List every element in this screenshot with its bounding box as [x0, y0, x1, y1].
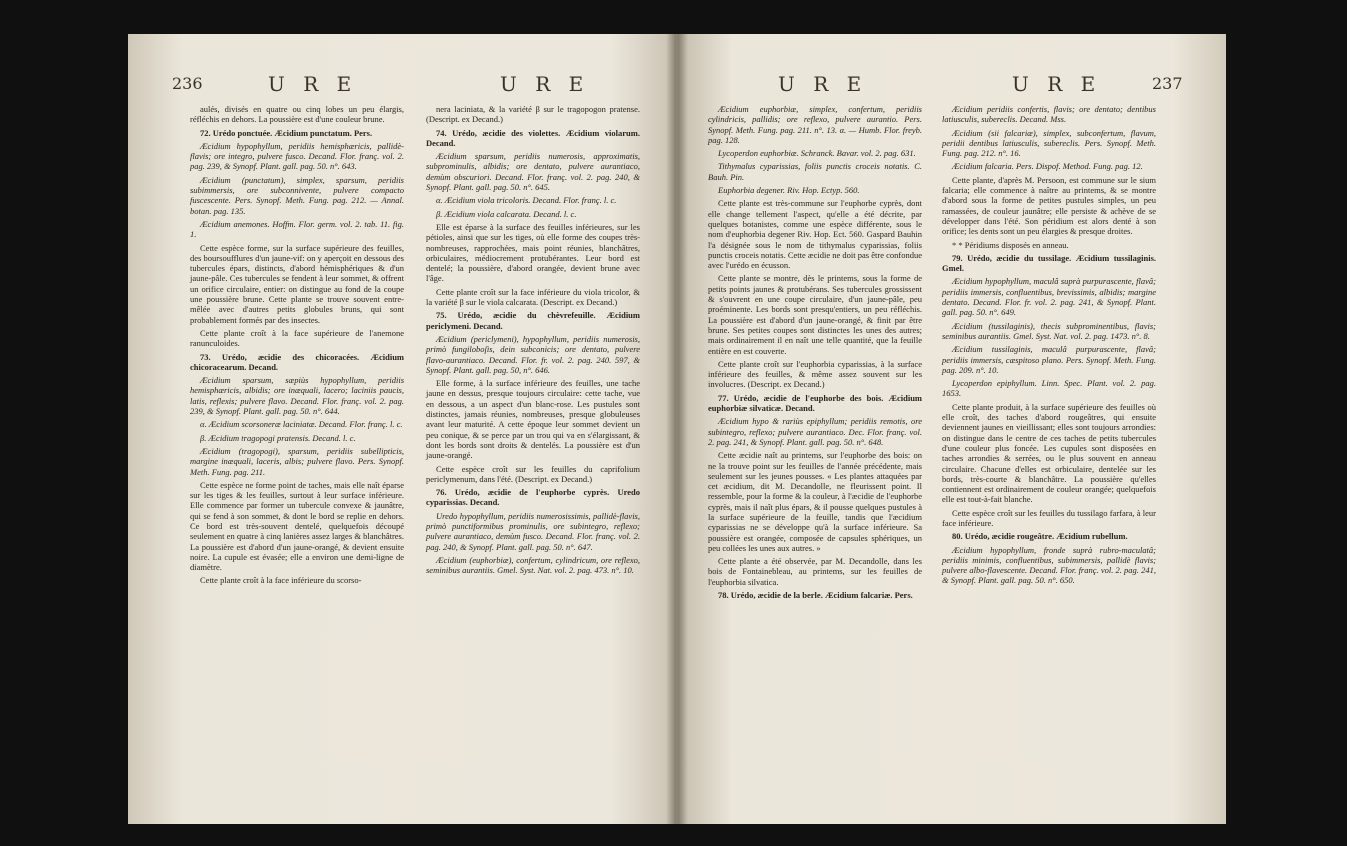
book-gutter [666, 34, 688, 824]
paragraph: 77. Urédo, æcidie de l'euphorbe des bois. Æcidium euphorbiæ silvaticæ. Decand. [708, 392, 922, 414]
paragraph: Euphorbia degener. Riv. Hop. Ectyp. 560. [718, 185, 860, 196]
paragraph: Æcidium tussilaginis, maculâ purpurascente, flavâ; peridiis immersis, cæspitoso plano. Pers. Synopf. Meth. Fung. pag. 209. n°. 10. [942, 344, 1156, 375]
running-head: U R E [500, 72, 590, 96]
paragraph: Cette plante croît à la face supérieure de l'anemone ranunculoides. [190, 327, 404, 349]
text-column-right [426, 104, 640, 578]
paragraph: Æcidium sparsum, peridiis numerosis, approximatis, subprominulis, albidis; ore dentato, pulvere aurantiaco, demùm obscuriori. Decand. Flor. franç. vol. 2. pag. 240, & Synopf. Plant. gall. pag. 50. n°. 645. [426, 151, 640, 193]
paragraph: 72. Urédo ponctuée. Æcidium punctatum. Pers. [200, 127, 373, 138]
paragraph: Cette espèce ne forme point de taches, mais elle naît éparse sur les tiges & les feuilles, surtout à leur surface inférieure. Elle commence par former un tubercule convexe & jaunâtre, qui se fend à son sommet, & dont le bord se replie en dehors. Ce bord est très-souvent dentelé, quelquefois découpé seulement en quatre à cinq lanières assez larges & blanchâtres. La poussière est d'abord d'un jaune-orangé, & devient ensuite noire. La cupule est évasée; elle a environ une demi-ligne de diamètre. [190, 479, 404, 573]
page-number: 236 [172, 74, 203, 93]
paragraph: Cette espèce croît sur les feuilles du tussilago farfara, à leur face inférieure. [942, 507, 1156, 528]
right-page [678, 34, 1226, 824]
paragraph: 78. Urédo, æcidie de la berle. Æcidium falcariæ. Pers. [718, 590, 913, 601]
paragraph: Cette plante se montre, dès le printems, sous la forme de petits points jaunes & protubérans. Ses tubercules grossissent & s'ouvrent en une coupe circulaire, d'un jaune-pâle, peu proéminente. Les bords sont presqu'entiers, un peu réfléchis. La poussière est d'abord d'un jaune-orangé, & finit par être brune. Ses petites coupes sont distinctes les unes des autres; mais ordinairement il en naît une telle quantité, que la feuille entière en est couverte. [708, 273, 922, 356]
paragraph: * * Péridiums disposés en anneau. [952, 239, 1069, 250]
page-number: 237 [1152, 74, 1183, 93]
paragraph: Æcidium (tragopogi), sparsum, peridiis subellipticis, margine inæquali, laceris, albis; pulvere flavo. Pers. Synopf. Meth. Fung. pag. 211. [190, 445, 404, 477]
paragraph: Lycoperdon euphorbiæ. Schranck. Bavar. vol. 2. pag. 631. [718, 148, 916, 159]
paragraph: Lycoperdon epiphyllum. Linn. Spec. Plant. vol. 2. pag. 1653. [942, 378, 1156, 399]
running-head: U R E [1012, 72, 1102, 96]
text-column-right [942, 104, 1156, 589]
paragraph: Cette plante croît à la face inférieure du scorso- [200, 575, 362, 586]
paragraph: Cette plante croît sur l'euphorbia cyparissias, à la surface inférieure des feuilles, & même assez souvent sur les involucres. (Descript. ex Decand.) [708, 358, 922, 390]
paragraph: 73. Urédo, æcidie des chicoracées. Æcidium chicoracearum. Decand. [190, 351, 404, 372]
paragraph: Æcidium peridiis confertis, flavis; ore dentato; dentibus latiusculis, subereclis. Decand. Mss. [942, 104, 1156, 125]
paragraph: Æcidium (sii falcariæ), simplex, subconfertum, flavum, peridii dentibus latiusculis, subereclis. Pers. Synopf. Meth. Fung. pag. 212. n°. 16. [942, 127, 1156, 159]
text-column-left [190, 104, 404, 589]
paragraph: Elle forme, à la surface inférieure des feuilles, une tache jaune en dessus, presque toujours circulaire: cette tache, vue en dessous, a un aspect d'un blanc-rose. Les pustules sont distinctes, jamais réunies, nombreuses, presque globuleuses avant leur maturité. A cette époque leur sommet devient un peu conique, & se perce par un trou qui va en s'élargissant, & dont les bords sont droits & dentelés. La poussière est d'un jaune-orangé. [426, 378, 640, 461]
paragraph: aulés, divisés en quatre ou cinq lobes un peu élargis, réfléchis en dehors. La poussière est d'une couleur brune. [190, 104, 404, 125]
paragraph: 79. Urédo, æcidie du tussilage. Æcidium tussilaginis. Gmel. [942, 252, 1156, 274]
paragraph: α. Æcidium scorsoneræ laciniatæ. Decand. Flor. franç. l. c. [200, 419, 403, 430]
paragraph: β. Æcidium tragopogi pratensis. Decand. l. c. [200, 432, 356, 443]
paragraph: 80. Urédo, æcidie rougeâtre. Æcidium rubellum. [952, 531, 1128, 542]
paragraph: Cette espèce croît sur les feuilles du caprifolium periclymenum, dans l'été. (Descript. ex Decand.) [426, 463, 640, 484]
paragraph: Æcidium (punctatum), simplex, sparsum, peridiis subimmersis, ore subconnivente, pulvere compacto fuscescente. Pers. Synopf. Meth. Fung. pag. 212. — Annal. botan. pag. 135. [190, 174, 404, 216]
paragraph: Tithymalus cyparissias, foliis punctis croceis notatis. C. Bauh. Pin. [708, 161, 922, 182]
paragraph: 75. Urédo, æcidie du chèvrefeuille. Æcidium periclymeni. Decand. [426, 310, 640, 331]
paragraph: Æcidium anemones. Hoffm. Flor. germ. vol. 2. tab. 11. fig. 1. [190, 218, 404, 240]
paragraph: Æcidium hypophyllum, maculâ suprà purpurascente, flavâ; peridiis immersis, confluentibus, brevissimis, albidis; margine dentato. Decand. Flor. fr. vol. 2. pag. 241, & Synopf. Plant. gall. pag. 50. n°. 649. [942, 276, 1156, 318]
paragraph: Æcidium sparsum, sæpiùs hypophyllum, peridiis hemisphæricis, albidis; ore inæquali, lacero; laciniis paucis, latis, reflexis; pulvere flavo. Decand. Flor. franç. vol. 2. pag. 239, & Synopf. Plant. gall. pag. 50. n°. 644. [190, 375, 404, 417]
paragraph: Cette plante, d'après M. Persoon, est commune sur le sium falcaria; elle commence à naître au printems, & se montre d'abord sous la forme de petites pustules simples, un peu ramassées, de couleur jaunâtre; elle persiste & achève de se développer dans l'été. Son péridium est alors denté à son orifice; les dents sont un peu élargies & presque droites. [942, 174, 1156, 237]
paragraph: nera laciniata, & la variété β sur le tragopogon pratense. (Descript. ex Decand.) [426, 104, 640, 125]
paragraph: Æcidium (euphorbiæ), confertum, cylindricum, ore reflexo, seminibus aurantiis. Gmel. Syst. Nat. vol. 2. pag. 473. n°. 10. [426, 554, 640, 576]
paragraph: Æcidium (periclymeni), hypophyllum, peridiis numerosis, primò fungiloboſis, dein subconicis; ore dentato, pulvere flavo-aurantiaco. Decand. Flor. fr. vol. 2. pag. 240. 597, & Synopf. Plant. gall. pag. 50, n°. 646. [426, 333, 640, 375]
paragraph: Æcidium hypophyllum, fronde suprà rubro-maculatâ; peridiis minimis, confluentibus, subimmersis, pallidè flavis; pulvere albo-flavescente. Decand. Flor. franç. vol. 2. pag. 241, & Synopf. Plant. gall. pag. 50. n°. 650. [942, 544, 1156, 586]
paragraph: Uredo hypophyllum, peridiis numerosissimis, pallidè-flavis, primò punctiformibus prominulis, ore subintegro, reflexo; pulvere aurantiaco, demùm fusco. Decand. Flor. franç. vol. 2. pag. 240, & Synopf. Plant. gall. pag. 50. n°. 647. [426, 510, 640, 552]
paragraph: β. Æcidium viola calcarata. Decand. l. c. [436, 208, 577, 219]
book-spread [128, 34, 1226, 824]
paragraph: Cette plante a été observée, par M. Decandolle, dans les bois de Fontainebleau, au printems, sur les feuilles de l'euphorbia silvatica. [708, 556, 922, 587]
paragraph: Elle est éparse à la surface des feuilles inférieures, sur les pétioles, ainsi que sur les tiges, où elle forme des coupes très-nombreuses, rapprochées, mais point réunies, blanchâtres, orbiculaires, médiocrement protubérantes. Leur bord est dentelé; la poussière, d'abord orangée, devient brune avec l'âge. [426, 221, 640, 284]
paragraph: 74. Urédo, æcidie des violettes. Æcidium violarum. Decand. [426, 127, 640, 148]
paragraph: α. Æcidium viola tricoloris. Decand. Flor. franç. l. c. [436, 195, 617, 206]
paragraph: Cette plante croît sur la face inférieure du viola tricolor, & la variété β sur le viola calcarata. (Descript. ex Decand.) [426, 286, 640, 308]
text-column-left [708, 104, 922, 603]
paragraph: Cette plante produit, à la surface supérieure des feuilles où elle croît, des taches d'abord rougeâtres, qui ensuite deviennent jaunes en vieillissant; elles sont toujours arrondies: on distingue dans le centre de ces taches de petits tubercules d'une couleur plus foncée. Les cupules sont disposées en taches arrondies & serrées, ou le plus souvent en anneau circulaire. Chacune d'elles est orbiculaire, dentelée sur les bords, très-courte & blanchâtre. La poussière qu'elles contiennent est ordinairement de couleur orangée; quelquefois elle est tout-à-fait blanche. [942, 401, 1156, 505]
paragraph: Æcidium falcaria. Pers. Dispof. Method. Fung. pag. 12. [952, 161, 1143, 172]
paragraph: Cette æcidie naît au printems, sur l'euphorbe des bois: on ne la trouve point sur les feuilles de l'année précédente, mais seulement sur les jeunes pousses. « Les plantes attaquées par cet æcidium, dit M. Decandolle, ne fleurissent point. Il ressemble, pour la forme & la couleur, à l'æcidie de l'euphorbe cyprès, mais il naît plus épars, & il pousse quelques pustules à la surface supérieure de la feuille, tandis que l'æcidium cyparissias ne se développe qu'à la surface inférieure. Sa poussière est orangée, composée de capsules sphériques, un peu collées les unes aux autres. » [708, 450, 922, 553]
running-head: U R E [268, 72, 358, 96]
paragraph: Æcidium (tussilaginis), thecis subprominentibus, flavis; seminibus aurantiis. Gmel. Syst. Nat. vol. 2. pag. 1473. n°. 8. [942, 320, 1156, 341]
paragraph: Cette espèce forme, sur la surface supérieure des feuilles, des boursoufflures d'un jaune-vif: on y aperçoit en dessous des tubercules épars, distincts, d'abord hémisphériques & d'un jaune-pâle. Ces tubercules se fendent à leur sommet, & offrent un orifice circulaire, entier: on distingue au fond de la coupe une poussière brune. Cette plante se trouve souvent entre-mêlée avec d'autres petits globules bruns, qui sont probablement formés par des insectes. [190, 242, 404, 325]
paragraph: Æcidium hypophyllum, peridiis hemisphæricis, pallidè-flavis; ore integro, pulvere fusco. Decand. Flor. franç. vol. 2. pag. 239, & Synopf. Plant. gall. pag. 50. n°. 643. [190, 140, 404, 172]
paragraph: Æcidium euphorbiæ, simplex, confertum, peridiis cylindricis, pallidis; ore reflexo, pulvere aurantio. Pers. Synopf. Meth. Fung. pag. 211. n°. 13. α. — Humb. Flor. freyb. pag. 128. [708, 104, 922, 145]
paragraph: 76. Urédo, æcidie de l'euphorbe cyprès. Uredo cyparissias. Decand. [426, 487, 640, 508]
paragraph: Cette plante est très-commune sur l'euphorbe cyprès, dont elle change tellement l'aspect, qu'elle a été décrite, par quelques botanistes, comme une espèce différente, sous le nom d'euphorbia degener Riv. Hop. Ect. 560. Gaspard Bauhin l'a désignée sous le nom de tithymalus cyparissias, foliis punctis croceis notatis. Cette æcidie ne doit pas être confondue avec l'urédo en écusson. [708, 198, 922, 271]
running-head: U R E [778, 72, 868, 96]
paragraph: Æcidium hypo & rariùs epiphyllum; peridiis remotis, ore subintegro, reflexo; pulvere aurantiaco. Dec. Flor. franç. vol. 2. pag. 241, & Synopf. Plant. gall. pag. 50. n°. 648. [708, 416, 922, 447]
left-page [128, 34, 676, 824]
